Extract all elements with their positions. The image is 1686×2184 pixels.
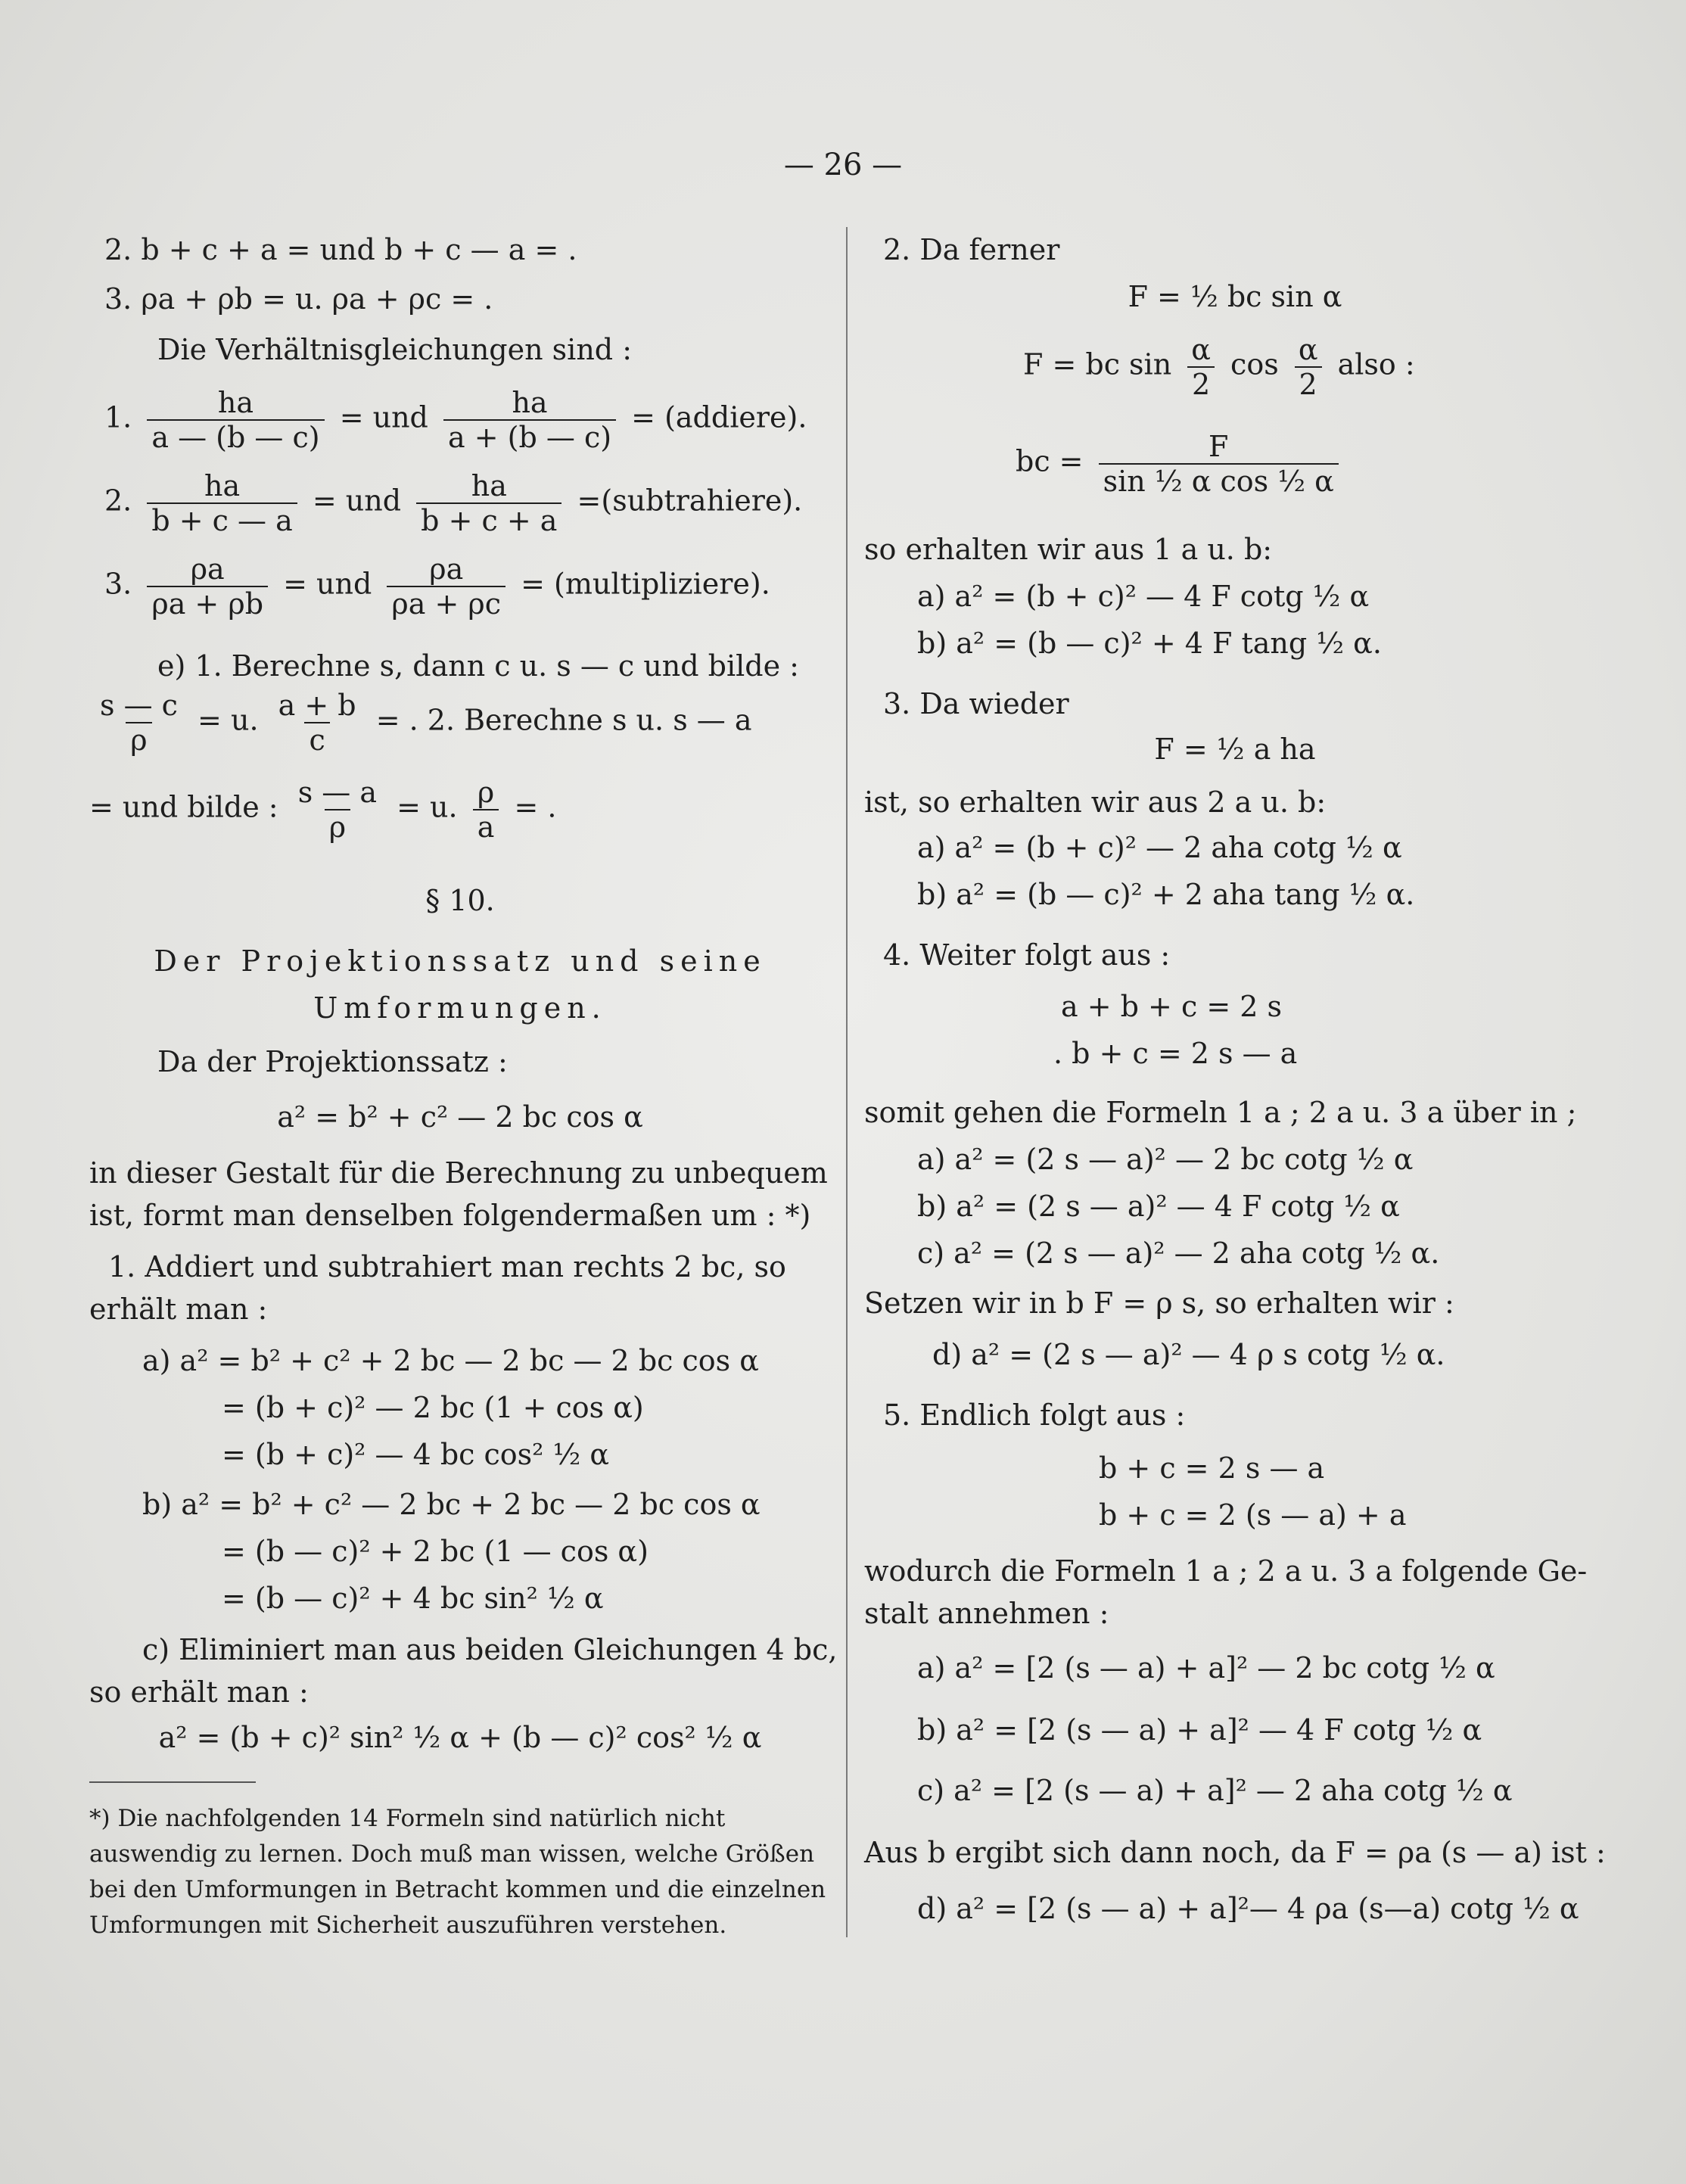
formula-a1: a) a² = b² + c² + 2 bc — 2 bc — 2 bc cos α [142,1344,759,1377]
formula-b3: = (b — c)² + 4 bc sin² ½ α [222,1582,604,1615]
ratio-3: 3. $\frac{\rho a}{\rho a + \rho b}$ = und $\frac{\rho a}{\rho a + \rho c}$ = (multipliziere). [104,552,770,621]
formula-bc: bc = $\frac{F}{\text{sin ½ α cos ½ α}}$ [1016,430,1345,498]
formula-q-b: b) a² = [2 (s — a) + a]² — 4 F cotg ½ α [917,1713,1482,1747]
formula-F1: F = ½ bc sin α [1128,280,1342,313]
fraction: $\frac{\rho}{a}$ [473,776,499,844]
formula-a2: = (b + c)² — 2 bc (1 + cos α) [222,1391,644,1424]
fraction: $\frac{a + b}{c}$ [278,689,356,757]
formula-y-b: b) a² = (b — c)² + 2 aha tang ½ α. [917,878,1415,911]
formula-q-d: d) a² = [2 (s — a) + a]²— 4 ρa (s—a) cotg ½ α [917,1892,1579,1925]
formula-F2: F = bc sin $\frac{\alpha}{2}$ cos $\frac{\alpha}{2}$ also : [1023,333,1415,401]
section-heading-2: Umformungen. [313,991,607,1025]
formula-F3: F = ½ a ha [1154,733,1316,766]
fraction: $\frac{ha}{a + (b — c)}$ [443,386,616,454]
footnote-rule [89,1781,256,1783]
fraction: $\frac{ha}{a — (b — c)}$ [147,386,324,454]
paragraph-set: Setzen wir in b F = ρ s, so erhalten wir : [864,1286,1454,1320]
formula-z-c: c) a² = (2 s — a)² — 2 aha cotg ½ α. [917,1237,1440,1270]
ratios-intro: Die Verhältnisgleichungen sind : [157,333,632,366]
paragraph-wod1: wodurch die Formeln 1 a ; 2 a u. 3 a folgende Ge- [864,1554,1588,1588]
formula-w1: a + b + c = 2 s [1061,990,1283,1023]
paragraph-w3: somit gehen die Formeln 1 a ; 2 a u. 3 a über in ; [864,1096,1577,1129]
paragraph-1: Da der Projektionssatz : [157,1045,508,1078]
ratio-2: 2. $\frac{ha}{b + c — a}$ = und $\frac{ha}{b + c + a}$ =(subtrahiere). [104,469,803,537]
fraction: $\frac{\rho a}{\rho a + \rho c}$ [387,552,505,621]
paragraph-3a: 1. Addiert und subtrahiert man rechts 2 bc, so [108,1250,786,1283]
formula-a3: = (b + c)² — 4 bc cos² ½ α [222,1438,610,1471]
ratio-1: 1. $\frac{ha}{a — (b — c)}$ = und $\frac{ha}{a + (b — c)}$ = (addiere). [104,386,807,454]
step-3: 3. Da wieder [883,687,1069,720]
formula-v1: b + c = 2 s — a [1099,1451,1325,1485]
section-number: § 10. [425,884,495,917]
fraction: $\frac{ha}{b + c + a}$ [416,469,561,537]
formula-z-b: b) a² = (2 s — a)² — 4 F cotg ½ α [917,1190,1400,1223]
column-divider [846,227,848,1937]
fraction: $\frac{s — c}{\rho}$ [100,689,178,757]
fraction: $\frac{s — a}{\rho}$ [297,776,378,844]
formula-q-c: c) a² = [2 (s — a) + a]² — 2 aha cotg ½ α [917,1774,1513,1807]
fraction: $\frac{\alpha}{2}$ [1294,333,1323,401]
formula-b1: b) a² = b² + c² — 2 bc + 2 bc — 2 bc cos α [142,1488,761,1521]
footnote: *) Die nachfolgenden 14 Formeln sind natürlich nicht auswendig zu lernen. Doch muß man wissen, welche Größen bei den Umformungen in Betracht kommen und die einzelnen Umformungen mit Sicherheit auszuführen verstehen. [89,1805,826,1939]
formula-c: a² = (b + c)² sin² ½ α + (b — c)² cos² ½ α [158,1721,762,1754]
section-heading-1: Der Projektionssatz und seine [154,944,767,978]
paragraph-2b: ist, formt man denselben folgendermaßen um : *) [89,1199,811,1232]
paragraph-2a: in dieser Gestalt für die Berechnung zu unbequem [89,1156,828,1190]
step-2: 2. Da ferner [883,233,1060,266]
formula-q-a: a) a² = [2 (s — a) + a]² — 2 bc cotg ½ α [917,1651,1495,1685]
step-e-bilde: = und bilde : $\frac{s — a}{\rho}$ = u. $\frac{\rho}{a}$ = . [89,776,557,844]
line-3: 3. ρa + ρb = u. ρa + ρc = . [104,282,493,316]
fraction: $\frac{\rho a}{\rho a + \rho b}$ [147,552,268,621]
so-1: so erhalten wir aus 1 a u. b: [864,533,1273,566]
formula-y-a: a) a² = (b + c)² — 2 aha cotg ½ α [917,831,1402,864]
step-4: 4. Weiter folgt aus : [883,938,1171,972]
page-number: — 26 — [783,148,903,182]
fraction: $\frac{F}{\text{sin ½ α cos ½ α}}$ [1099,430,1339,498]
step-5: 5. Endlich folgt aus : [883,1398,1186,1432]
paragraph-c1b: so erhält man : [89,1675,309,1709]
paragraph-3b: erhält man : [89,1293,268,1326]
formula-v2: b + c = 2 (s — a) + a [1099,1498,1407,1532]
fraction: $\frac{\alpha}{2}$ [1187,333,1215,401]
formula-w2: . b + c = 2 s — a [1053,1037,1298,1070]
so-2: ist, so erhalten wir aus 2 a u. b: [864,786,1327,819]
formula-z-a: a) a² = (2 s — a)² — 2 bc cotg ½ α [917,1143,1414,1176]
fraction: $\frac{ha}{b + c — a}$ [147,469,297,537]
formula-z-d: d) a² = (2 s — a)² — 4 ρ s cotg ½ α. [932,1338,1445,1371]
formula-x-b: b) a² = (b — c)² + 4 F tang ½ α. [917,627,1382,660]
paragraph-wod2: stalt annehmen : [864,1597,1109,1630]
formula-x-a: a) a² = (b + c)² — 4 F cotg ½ α [917,580,1370,613]
paragraph-c1a: c) Eliminiert man aus beiden Gleichungen 4 bc, [142,1633,838,1666]
step-e1: e) 1. Berechne s, dann c u. s — c und bilde : [157,649,799,683]
main-formula: a² = b² + c² — 2 bc cos α [277,1100,643,1134]
formula-b2: = (b — c)² + 2 bc (1 — cos α) [222,1535,649,1568]
step-e-fractions: $\frac{s — c}{\rho}$ = u. $\frac{a + b}{c}$ = . 2. Berechne s u. s — a [89,689,752,757]
paragraph-ausb: Aus b ergibt sich dann noch, da F = ρa (s — a) ist : [864,1836,1606,1869]
line-2: 2. b + c + a = und b + c — a = . [104,233,577,266]
